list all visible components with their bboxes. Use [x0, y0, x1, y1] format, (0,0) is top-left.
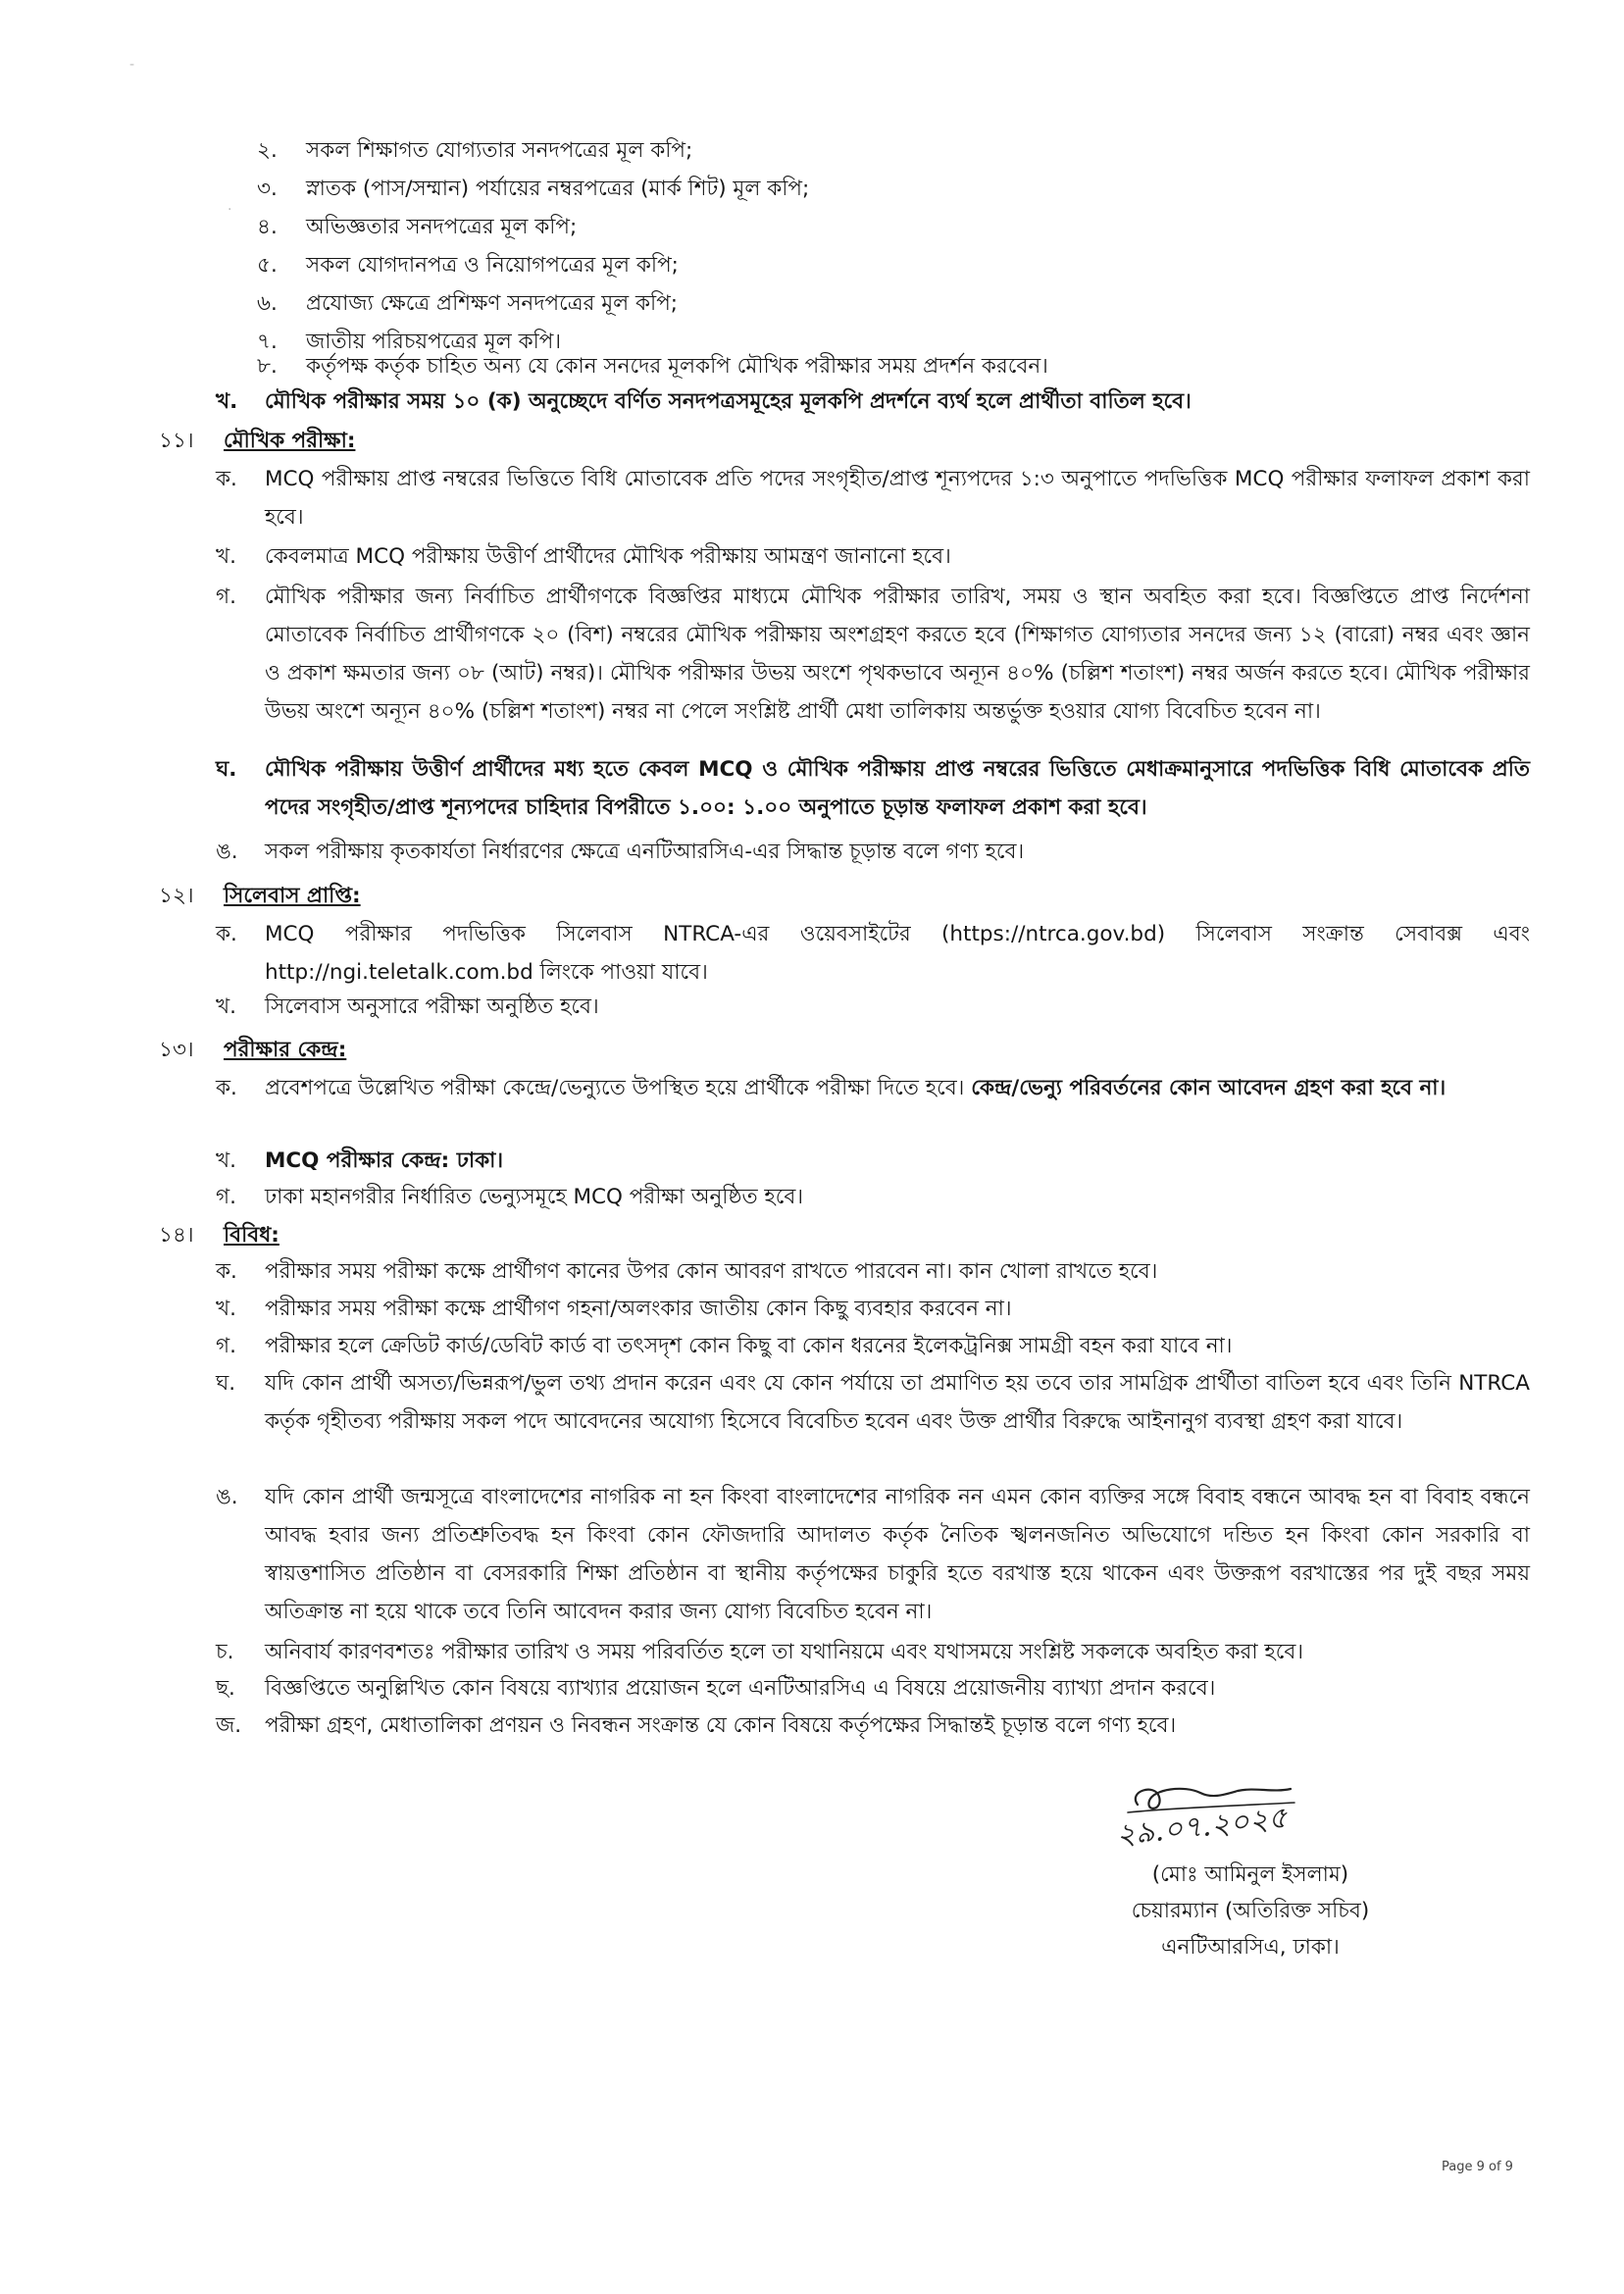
page-number: Page 9 of 9	[1442, 2160, 1513, 2174]
list-item: ক. প্রবেশপত্রে উল্লেখিত পরীক্ষা কেন্দ্রে/ভেন্যুতে উপস্থিত হয়ে প্রার্থীকে পরীক্ষা দিতে হবে। কেন্দ্র/ভেন্যু পরিবর্তনের কোন আবেদন গ্রহণ করা হবে না।	[216, 1076, 1446, 1100]
signatory-designation: চেয়ারম্যান (অতিরিক্ত সচিব)	[1131, 1899, 1370, 1923]
signatory-office: এনটিআরসিএ, ঢাকা।	[1161, 1935, 1340, 1960]
section-title: বিবিধ:	[224, 1223, 279, 1248]
section-12-heading: ১২। সিলেবাস প্রাপ্তি:	[159, 884, 361, 908]
section-13-heading: ১৩। পরীক্ষার কেন্দ্র:	[159, 1038, 347, 1062]
list-item: জ. পরীক্ষা গ্রহণ, মেধাতালিকা প্রণয়ন ও নিবন্ধন সংক্রান্ত যে কোন বিষয়ে কর্তৃপক্ষের সিদ্ধান্তই চূড়ান্ত বলে গণ্য হবে।	[216, 1713, 1177, 1738]
list-item: ২. সকল শিক্ষাগত যোগ্যতার সনদপত্রের মূল কপি;	[257, 138, 693, 163]
section-title: পরীক্ষার কেন্দ্র:	[224, 1038, 347, 1062]
scan-speck: ·	[228, 202, 232, 218]
list-item: গ. মৌখিক পরীক্ষার জন্য নির্বাচিত প্রার্থীগণকে বিজ্ঞপ্তির মাধ্যমে মৌখিক পরীক্ষার তারিখ, সময় ও স্থান অবহিত করা হবে। বিজ্ঞপ্তিতে প্রাপ্ত নির্দেশনা মোতাবেক নির্বাচিত প্রার্থীগণকে ২০ (বিশ) নম্বরের মৌখিক পরীক্ষায় অংশগ্রহণ করতে হবে (শিক্ষাগত যোগ্যতার সনদের জন্য ১২ (বারো) নম্বর এবং জ্ঞান ও প্রকাশ ক্ষমতার জন্য ০৮ (আট) নম্বর)। মৌখিক পরীক্ষার উভয় অংশে পৃথকভাবে অন্যূন ৪০% (চল্লিশ শতাংশ) নম্বর অর্জন করতে হবে। মৌখিক পরীক্ষার উভয় অংশে অন্যূন ৪০% (চল্লিশ শতাংশ) নম্বর না পেলে সংশ্লিষ্ট প্রার্থী মেধা তালিকায় অন্তর্ভুক্ত হওয়ার যোগ্য বিবেচিত হবেন না।	[216, 585, 1530, 724]
list-item: ৩. স্নাতক (পাস/সম্মান) পর্যায়ের নম্বরপত্রের (মার্ক শিট) মূল কপি;	[257, 177, 810, 201]
signatory-name: (মোঃ আমিনুল ইসলাম)	[1151, 1862, 1349, 1887]
list-item: চ. অনিবার্য কারণবশতঃ পরীক্ষার তারিখ ও সময় পরিবর্তিত হলে তা যথানিয়মে এবং যথাসময়ে সংশ্লিষ্ট সকলকে অবহিত করা হবে।	[216, 1640, 1304, 1664]
list-item: ক. পরীক্ষার সময় পরীক্ষা কক্ষে প্রার্থীগণ কানের উপর কোন আবরণ রাখতে পারবেন না। কান খোলা রাখতে হবে।	[216, 1259, 1158, 1284]
list-item: ৫. সকল যোগদানপত্র ও নিয়োগপত্রের মূল কপি;	[257, 253, 679, 278]
list-item: ক. MCQ পরীক্ষার পদভিত্তিক সিলেবাস NTRCA-এর ওয়েবসাইটের (https://ntrca.gov.bd) সিলেবাস সংক্রান্ত সেবাবক্স এবং http://ngi.teletalk.com.bd লিংকে পাওয়া যাবে।	[216, 922, 1530, 985]
list-item: ৬. প্রযোজ্য ক্ষেত্রে প্রশিক্ষণ সনদপত্রের মূল কপি;	[257, 291, 679, 316]
section-title: সিলেবাস প্রাপ্তি:	[224, 884, 361, 908]
section-title: মৌখিক পরীক্ষা:	[224, 429, 356, 453]
list-item: খ. MCQ পরীক্ষার কেন্দ্র: ঢাকা।	[216, 1148, 504, 1173]
list-item: ঘ. যদি কোন প্রার্থী অসত্য/ভিন্নরূপ/ভুল তথ্য প্রদান করেন এবং যে কোন পর্যায়ে তা প্রমাণিত হয় তবে তার সামগ্রিক প্রার্থীতা বাতিল হবে এবং তিনি NTRCA কর্তৃক গৃহীতব্য পরীক্ষায় সকল পদে আবেদনের অযোগ্য হিসেবে বিবেচিত হবেন এবং উক্ত প্রার্থীর বিরুদ্ধে আইনানুগ ব্যবস্থা গ্রহণ করা যাবে।	[216, 1371, 1530, 1434]
list-item: খ. সিলেবাস অনুসারে পরীক্ষা অনুষ্ঠিত হবে।	[216, 994, 599, 1019]
list-item: ৮. কর্তৃপক্ষ কর্তৃক চাহিত অন্য যে কোন সনদের মূলকপি মৌখিক পরীক্ষার সময় প্রদর্শন করবেন।	[257, 354, 1048, 379]
list-item: ঘ. মৌখিক পরীক্ষায় উত্তীর্ণ প্রার্থীদের মধ্য হতে কেবল MCQ ও মৌখিক পরীক্ষায় প্রাপ্ত নম্বরের ভিত্তিতে মেধাক্রমানুসারে পদভিত্তিক বিধি মোতাবেক প্রতি পদের সংগৃহীত/প্রাপ্ত শূন্যপদের চাহিদার বিপরীতে ১.০০: ১.০০ অনুপাতে চূড়ান্ত ফলাফল প্রকাশ করা হবে।	[216, 757, 1530, 820]
section-11-heading: ১১। মৌখিক পরীক্ষা:	[159, 429, 356, 453]
list-item: ৭. জাতীয় পরিচয়পত্রের মূল কপি।	[257, 330, 562, 354]
section-10b-item: খ. মৌখিক পরীক্ষার সময় ১০ (ক) অনুচ্ছেদে বর্ণিত সনদপত্রসমূহের মূলকপি প্রদর্শনে ব্যর্থ হলে প্রার্থীতা বাতিল হবে।	[216, 389, 1192, 414]
handwritten-date: ২৯.০৭.২০২৫	[1114, 1800, 1290, 1854]
scan-speck: -	[129, 57, 135, 73]
list-item: ক. MCQ পরীক্ষায় প্রাপ্ত নম্বরের ভিত্তিতে বিধি মোতাবেক প্রতি পদের সংগৃহীত/প্রাপ্ত শূন্যপদের ১:৩ অনুপাতে পদভিত্তিক MCQ পরীক্ষার ফলাফল প্রকাশ করা হবে।	[216, 467, 1530, 530]
section-14-heading: ১৪। বিবিধ:	[159, 1223, 279, 1248]
list-item: খ. কেবলমাত্র MCQ পরীক্ষায় উত্তীর্ণ প্রার্থীদের মৌখিক পরীক্ষায় আমন্ত্রণ জানানো হবে।	[216, 544, 951, 569]
list-item: ঙ. সকল পরীক্ষায় কৃতকার্যতা নির্ধারণের ক্ষেত্রে এনটিআরসিএ-এর সিদ্ধান্ত চূড়ান্ত বলে গণ্য হবে।	[216, 840, 1025, 864]
signature-block	[1020, 1857, 1481, 1965]
list-item: খ. পরীক্ষার সময় পরীক্ষা কক্ষে প্রার্থীগণ গহনা/অলংকার জাতীয় কোন কিছু ব্যবহার করবেন না।	[216, 1297, 1012, 1321]
list-item: ছ. বিজ্ঞপ্তিতে অনুল্লিখিত কোন বিষয়ে ব্যাখ্যার প্রয়োজন হলে এনটিআরসিএ এ বিষয়ে প্রয়োজনীয় ব্যাখ্যা প্রদান করবে।	[216, 1676, 1216, 1701]
list-item: ৪. অভিজ্ঞতার সনদপত্রের মূল কপি;	[257, 215, 578, 239]
list-item: গ. ঢাকা মহানগরীর নির্ধারিত ভেন্যুসমূহে MCQ পরীক্ষা অনুষ্ঠিত হবে।	[216, 1185, 804, 1209]
list-item: গ. পরীক্ষার হলে ক্রেডিট কার্ড/ডেবিট কার্ড বা তৎসদৃশ কোন কিছু বা কোন ধরনের ইলেকট্রনিক্স সামগ্রী বহন করা যাবে না।	[216, 1334, 1233, 1358]
list-item: ঙ. যদি কোন প্রার্থী জন্মসূত্রে বাংলাদেশের নাগরিক না হন কিংবা বাংলাদেশের নাগরিক নন এমন কোন ব্যক্তির সঙ্গে বিবাহ বন্ধনে আবদ্ধ হন বা বিবাহ বন্ধনে আবদ্ধ হবার জন্য প্রতিশ্রুতিবদ্ধ হন কিংবা কোন ফৌজদারি আদালত কর্তৃক নৈতিক স্খলনজনিত অভিযোগে দন্ডিত হন কিংবা কোন সরকারি বা স্বায়ত্তশাসিত প্রতিষ্ঠান বা বেসরকারি শিক্ষা প্রতিষ্ঠান বা স্থানীয় কর্তৃপক্ষের চাকুরি হতে বরখাস্ত হয়ে থাকেন এবং উক্তরূপ বরখাস্তের পর দুই বছর সময় অতিক্রান্ত না হয়ে থাকে তবে তিনি আবেদন করার জন্য যোগ্য বিবেচিত হবেন না।	[216, 1485, 1530, 1624]
